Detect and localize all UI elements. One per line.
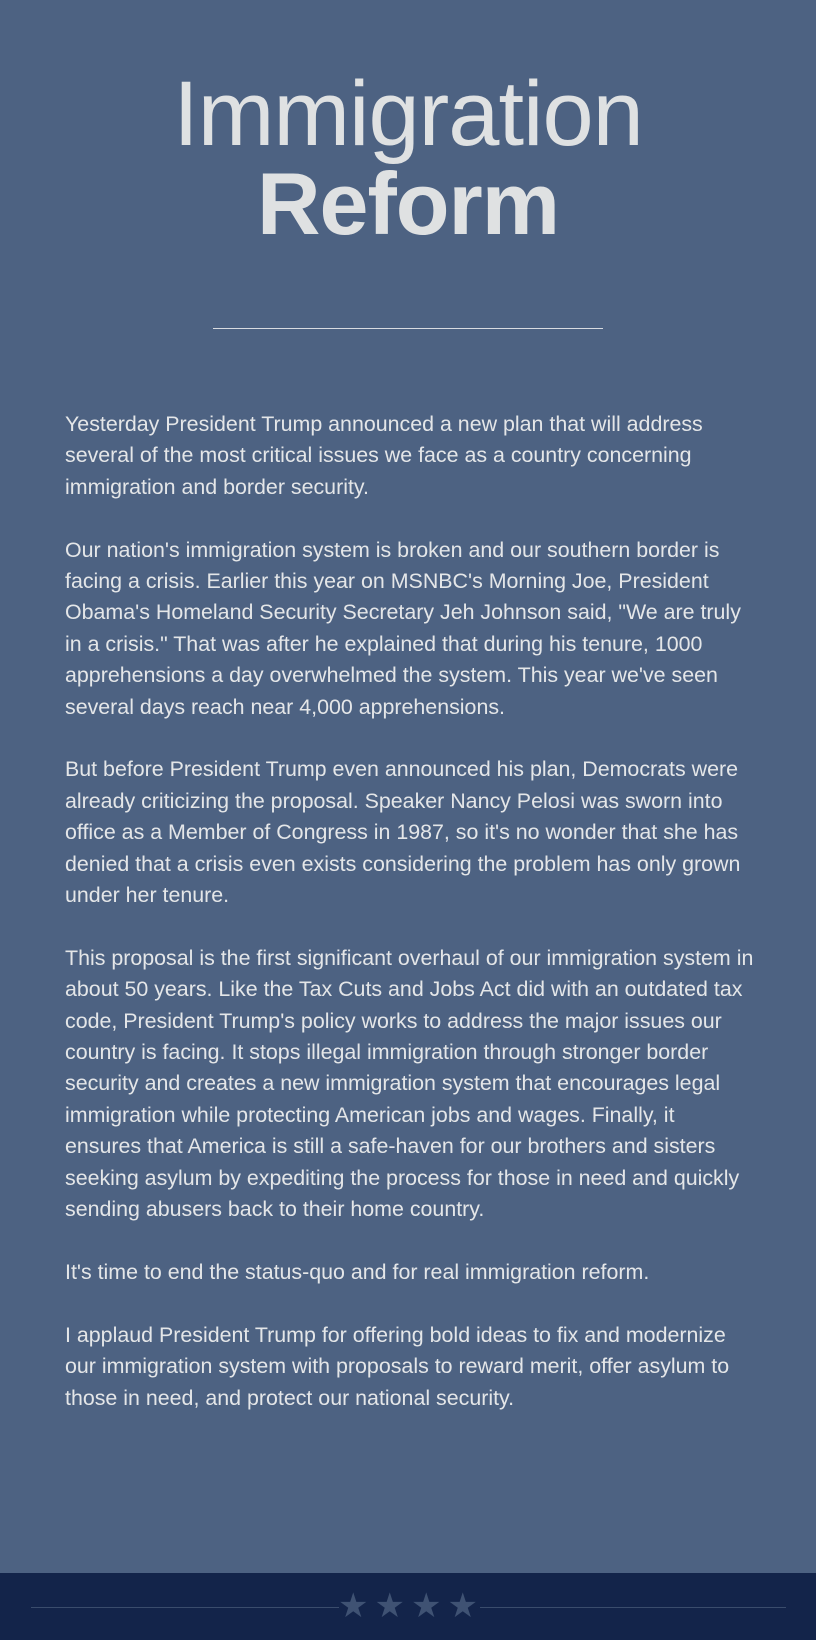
footer-stars [338,1589,478,1623]
paragraph: I applaud President Trump for offering bold ideas to fix and modernize our immigration system with proposals to reward merit, offer asylum to those in need, and protect our national security. [65,1322,730,1410]
footer-divider-right [480,1607,786,1608]
star-icon: ★ [411,1587,442,1625]
star-icon: ★ [338,1587,369,1625]
header [0,0,816,329]
paragraph: Our nation's immigration system is broken and our southern border is facing a crisis. Earlier this year on MSNBC's Morning Joe, President Obama's Homeland Security Secretary Jeh Johnson said, "We are truly in a crisis." That was after he explained that during his tenure, 1000 apprehensions a day overwhelmed the system. This year we've seen several days reach near 4,000 apprehensions. [65,537,741,719]
title-line-1: Immigration [173,63,643,165]
title-line-2: Reform [256,154,560,253]
paragraph: This proposal is the first significant overhaul of our immigration system in about 50 years. Like the Tax Cuts and Jobs Act did with an outdated tax code, President Trump's policy works to address the major issues our country is facing. It stops illegal immigration through stronger border security and creates a new immigration system that encourages legal immigration while protecting American jobs and wages. Finally, it ensures that America is still a safe-haven for our brothers and sisters seeking asylum by expediting the process for those in need and quickly sending abusers back to their home country. [65,945,754,1222]
title-divider [213,328,603,329]
article-body [65,409,755,1445]
paragraph: Yesterday President Trump announced a new plan that will address several of the most critical issues we face as a country concerning immigration and border security. [65,412,703,499]
star-icon: ★ [447,1587,478,1625]
footer-divider-left [31,1607,339,1608]
paragraph: It's time to end the status-quo and for real immigration reform. [65,1259,650,1284]
star-icon: ★ [374,1587,405,1625]
paragraph: But before President Trump even announced his plan, Democrats were already criticizing the proposal. Speaker Nancy Pelosi was sworn into office as a Member of Congress in 1987, so it's no wonder that she has denied that a crisis even exists considering the problem has only grown under her tenure. [65,757,741,908]
footer [0,1573,816,1640]
